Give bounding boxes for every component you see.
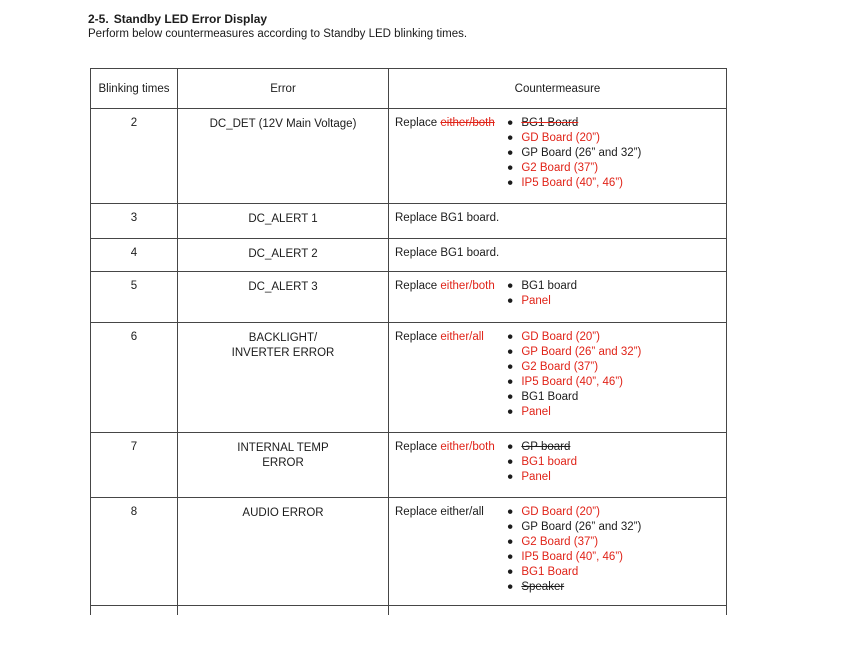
board-item-label: BG1 Board: [521, 391, 579, 403]
board-item-label: BG1 board: [521, 456, 577, 468]
countermeasure-item: [507, 131, 641, 146]
countermeasure-item: [507, 580, 641, 595]
replace-qualifier: either/both: [440, 117, 495, 129]
items-list: [507, 116, 641, 191]
countermeasure-cell: [389, 204, 727, 239]
countermeasure-item: [507, 345, 641, 360]
replace-text: Replace BG1 board.: [395, 247, 500, 259]
bullet-icon: ●: [507, 131, 514, 144]
bullet-icon: ●: [507, 176, 514, 189]
bullet-icon: ●: [507, 565, 514, 578]
countermeasure-item: [507, 405, 641, 420]
header-blinking-times: Blinking times: [91, 69, 178, 109]
board-item-label: GP Board (26” and 32”): [521, 147, 642, 159]
countermeasure-item: [507, 294, 577, 309]
error-label-line: BACKLIGHT/: [248, 332, 318, 344]
board-item-label: GD Board (20”): [521, 132, 600, 144]
bullet-icon: ●: [507, 455, 514, 468]
error-label-line: INVERTER ERROR: [231, 347, 335, 359]
board-item-label: Speaker: [521, 581, 565, 593]
board-item-label: G2 Board (37”): [521, 361, 599, 373]
table-body: [91, 109, 727, 616]
replace-text: Replace either/both: [395, 280, 495, 292]
bullet-icon: ●: [507, 345, 514, 358]
countermeasure-cell: [389, 239, 727, 272]
countermeasure-item: [507, 176, 641, 191]
replace-text: Replace either/both: [395, 116, 507, 131]
countermeasure-item: [507, 440, 577, 455]
error-cell: [178, 606, 389, 616]
bullet-icon: ●: [507, 535, 514, 548]
countermeasure-cell: [389, 606, 727, 616]
header-countermeasure: Countermeasure: [389, 69, 727, 109]
items-list: [507, 440, 577, 485]
table-row: [91, 204, 727, 239]
blinking-times-cell: 3: [91, 204, 178, 239]
countermeasure-cell: [389, 272, 727, 323]
replace-text: Replace either/both: [395, 441, 495, 453]
bullet-icon: ●: [507, 390, 514, 403]
countermeasure-item: [507, 360, 641, 375]
board-item-label: IP5 Board (40”, 46”): [521, 551, 623, 563]
blinking-times-cell: 7: [91, 433, 178, 498]
header-error: Error: [178, 69, 389, 109]
error-table: [90, 68, 727, 615]
board-item-label: BG1 Board: [521, 117, 579, 129]
error-cell: [178, 204, 389, 239]
bullet-icon: ●: [507, 116, 514, 129]
table-row: [91, 272, 727, 323]
board-item-label: IP5 Board (40”, 46”): [521, 376, 623, 388]
board-item-label: Panel: [521, 406, 551, 418]
countermeasure-item: [507, 505, 641, 520]
bullet-icon: ●: [507, 146, 514, 159]
board-item-label: Panel: [521, 471, 551, 483]
bullet-icon: ●: [507, 161, 514, 174]
bullet-icon: ●: [507, 550, 514, 563]
items-list: [507, 505, 641, 595]
bullet-icon: ●: [507, 279, 514, 292]
bullet-icon: ●: [507, 520, 514, 533]
table-row: [91, 323, 727, 433]
blinking-times-cell: 5: [91, 272, 178, 323]
board-item-label: G2 Board (37”): [521, 162, 599, 174]
countermeasure-item: [507, 116, 641, 131]
countermeasure-item: [507, 375, 641, 390]
countermeasure-item: [507, 535, 641, 550]
table-row: [91, 498, 727, 606]
countermeasure-item: [507, 161, 641, 176]
partial-row: [91, 606, 727, 616]
countermeasure-item: [507, 455, 577, 470]
replace-text: Replace either/all: [395, 506, 484, 518]
error-cell: [178, 323, 389, 433]
error-label-line: DC_ALERT 1: [248, 213, 318, 225]
table-row: [91, 109, 727, 204]
replace-text: Replace BG1 board.: [395, 212, 500, 224]
error-label-line: AUDIO ERROR: [242, 507, 324, 519]
countermeasure-item: [507, 520, 641, 535]
board-item-label: GP board: [521, 441, 571, 453]
blinking-times-cell: 8: [91, 498, 178, 606]
replace-text: Replace either/all: [395, 331, 484, 343]
countermeasure-item: [507, 550, 641, 565]
section-header: [88, 12, 467, 41]
countermeasure-item: [507, 390, 641, 405]
error-label-line: DC_ALERT 3: [248, 281, 318, 293]
board-item-label: Panel: [521, 295, 551, 307]
bullet-icon: ●: [507, 470, 514, 483]
bullet-icon: ●: [507, 440, 514, 453]
error-cell: [178, 109, 389, 204]
board-item-label: BG1 board: [521, 280, 577, 292]
board-item-label: GP Board (26” and 32”): [521, 521, 642, 533]
countermeasure-item: [507, 146, 641, 161]
table-header-row: [91, 69, 727, 109]
section-number: 2-5.: [88, 12, 109, 26]
error-label-line: ERROR: [262, 457, 304, 469]
error-label-line: DC_ALERT 2: [248, 248, 318, 260]
countermeasure-cell: [389, 433, 727, 498]
board-item-label: G2 Board (37”): [521, 536, 599, 548]
bullet-icon: ●: [507, 405, 514, 418]
error-cell: [178, 239, 389, 272]
bullet-icon: ●: [507, 375, 514, 388]
error-cell: [178, 498, 389, 606]
bullet-icon: ●: [507, 505, 514, 518]
section-title: [88, 12, 467, 26]
countermeasure-item: [507, 330, 641, 345]
blinking-times-cell: 2: [91, 109, 178, 204]
countermeasure-cell: [389, 498, 727, 606]
board-item-label: GP Board (26” and 32”): [521, 346, 642, 358]
bullet-icon: ●: [507, 360, 514, 373]
blinking-times-cell: [91, 606, 178, 616]
blinking-times-cell: 4: [91, 239, 178, 272]
bullet-icon: ●: [507, 294, 514, 307]
error-label-line: DC_DET (12V Main Voltage): [209, 118, 357, 130]
table-row: [91, 239, 727, 272]
board-item-label: GD Board (20”): [521, 331, 600, 343]
countermeasure-item: [507, 279, 577, 294]
section-title-text: Standby LED Error Display: [113, 12, 268, 26]
countermeasure-cell: [389, 109, 727, 204]
replace-qualifier: either/all: [440, 506, 484, 518]
error-cell: [178, 272, 389, 323]
board-item-label: IP5 Board (40”, 46”): [521, 177, 623, 189]
error-table-container: [90, 68, 728, 615]
board-item-label: BG1 Board: [521, 566, 579, 578]
board-item-label: GD Board (20”): [521, 506, 600, 518]
countermeasure-item: [507, 565, 641, 580]
bullet-icon: ●: [507, 580, 514, 593]
error-label-line: INTERNAL TEMP: [237, 442, 329, 454]
bullet-icon: ●: [507, 330, 514, 343]
replace-qualifier: either/both: [440, 441, 495, 453]
countermeasure-cell: [389, 323, 727, 433]
table-row: [91, 433, 727, 498]
error-cell: [178, 433, 389, 498]
blinking-times-cell: 6: [91, 323, 178, 433]
replace-qualifier: either/all: [440, 331, 484, 343]
section-subtitle: Perform below countermeasures according to Standby LED blinking times.: [88, 28, 468, 40]
items-list: [507, 330, 641, 420]
countermeasure-item: [507, 470, 577, 485]
replace-qualifier: either/both: [440, 280, 495, 292]
items-list: [507, 279, 577, 309]
